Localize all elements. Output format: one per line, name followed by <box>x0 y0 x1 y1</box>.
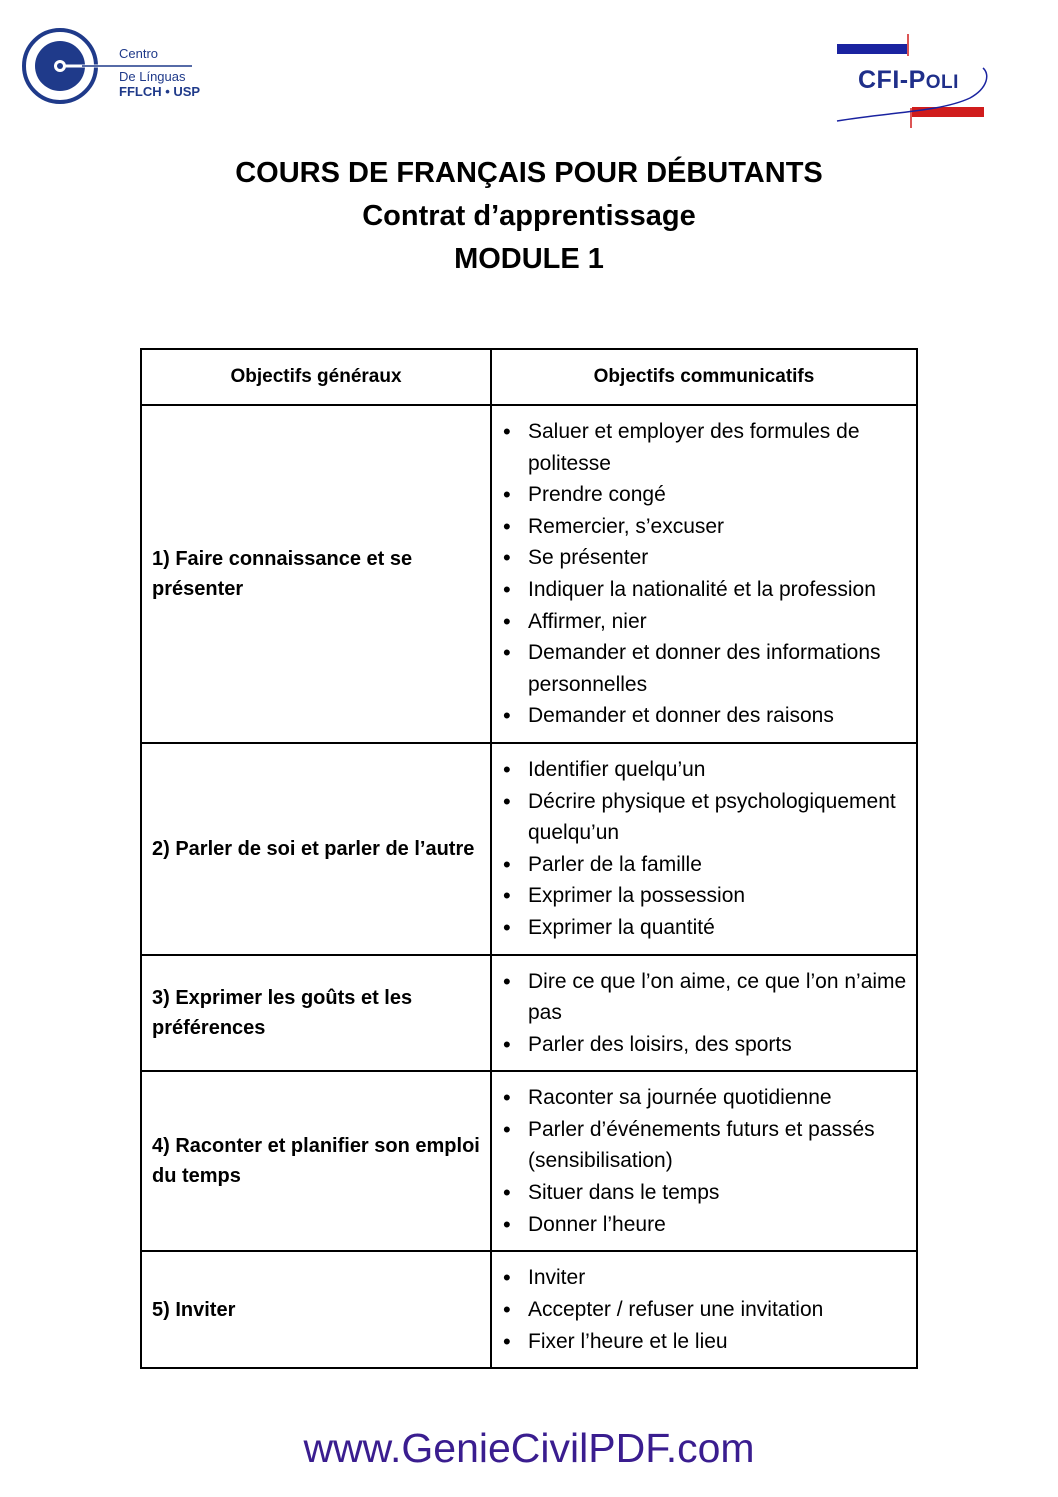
list-item: • Parler des loisirs, des sports <box>500 1029 908 1061</box>
list-item: • Parler de la famille <box>500 849 908 881</box>
table-row <box>141 1251 917 1368</box>
list-item: • Accepter / refuser une invitation <box>500 1294 908 1326</box>
list-item: • Affirmer, nier <box>500 606 908 638</box>
general-objective: 4) Raconter et planifier son emploi du temps <box>141 1071 491 1251</box>
communicative-objectives <box>491 1251 917 1368</box>
objectives-table <box>140 348 918 1369</box>
list-item: • Remercier, s’excuser <box>500 511 908 543</box>
list-item: • Demander et donner des informations personnelles <box>500 637 908 700</box>
communicative-objectives <box>491 955 917 1072</box>
cfi-poli-text: CFI-POLI <box>858 66 959 94</box>
communicative-objectives <box>491 743 917 955</box>
list-item: • Raconter sa journée quotidienne <box>500 1082 908 1114</box>
general-objective: 3) Exprimer les goûts et les préférences <box>141 955 491 1072</box>
table-row <box>141 405 917 743</box>
list-item: • Donner l’heure <box>500 1209 908 1241</box>
general-objective: 2) Parler de soi et parler de l’autre <box>141 743 491 955</box>
list-item: • Indiquer la nationalité et la profession <box>500 574 908 606</box>
cfi-poli-logo <box>830 30 995 130</box>
table-row <box>141 955 917 1072</box>
logo-text-line2: De Línguas <box>119 69 186 84</box>
column-header-communicative: Objectifs communicatifs <box>491 349 917 405</box>
centro-de-linguas-logo <box>20 28 200 108</box>
communicative-objectives <box>491 405 917 743</box>
website-link[interactable]: www.GenieCivilPDF.com <box>303 1425 755 1471</box>
document-subtitle: Contrat d’apprentissage <box>362 200 696 232</box>
list-item: • Exprimer la quantité <box>500 912 908 944</box>
list-item: • Se présenter <box>500 542 908 574</box>
general-objective: 1) Faire connaissance et se présenter <box>141 405 491 743</box>
list-item: • Prendre congé <box>500 479 908 511</box>
logo-text-line3: FFLCH • USP <box>119 84 201 99</box>
list-item: • Saluer et employer des formules de politesse <box>500 416 908 479</box>
general-objective: 5) Inviter <box>141 1251 491 1368</box>
module-label: MODULE 1 <box>454 243 604 275</box>
table-row <box>141 743 917 955</box>
column-header-general: Objectifs généraux <box>141 349 491 405</box>
list-item: • Parler d’événements futurs et passés (sensibilisation) <box>500 1114 908 1177</box>
table-row <box>141 1071 917 1251</box>
list-item: • Dire ce que l’on aime, ce que l’on n’aime pas <box>500 966 908 1029</box>
logo-text-line1: Centro <box>119 46 159 61</box>
document-title: COURS DE FRANÇAIS POUR DÉBUTANTS <box>235 157 823 189</box>
list-item: • Situer dans le temps <box>500 1177 908 1209</box>
communicative-objectives <box>491 1071 917 1251</box>
list-item: • Décrire physique et psychologiquement quelqu’un <box>500 786 908 849</box>
table-header-row <box>141 349 917 405</box>
list-item: • Exprimer la possession <box>500 880 908 912</box>
list-item: • Identifier quelqu’un <box>500 754 908 786</box>
document-header <box>0 152 1058 281</box>
list-item: • Inviter <box>500 1262 908 1294</box>
list-item: • Demander et donner des raisons <box>500 700 908 732</box>
list-item: • Fixer l’heure et le lieu <box>500 1326 908 1358</box>
